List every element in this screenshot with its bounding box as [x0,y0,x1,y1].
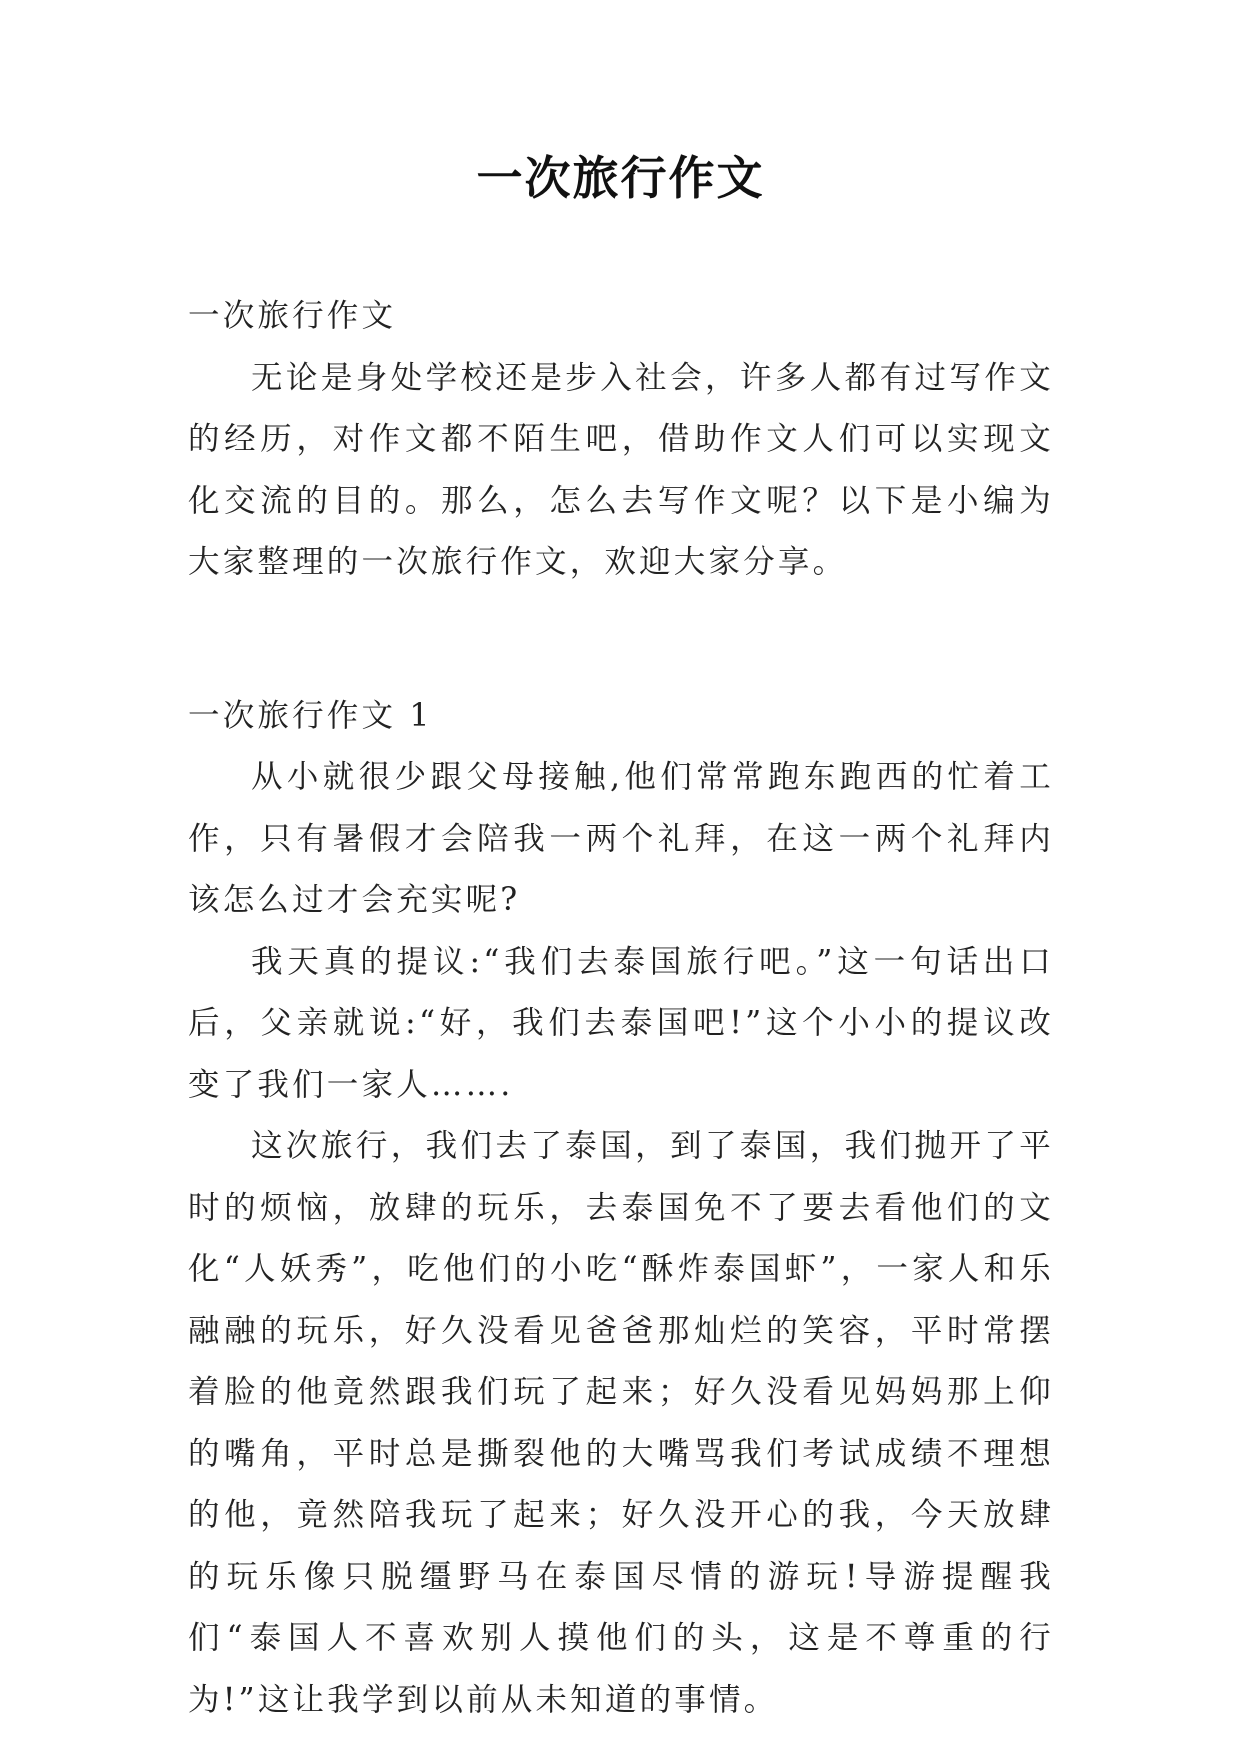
document-body [188,286,1054,1731]
document-title: 一次旅行作文 [476,151,765,205]
essay1-paragraph-3: 这次旅行，我们去了泰国，到了泰国，我们抛开了平时的烦恼，放肆的玩乐，去泰国免不了要去看他们的文化“人妖秀”，吃他们的小吃“酥炸泰国虾”，一家人和乐融融的玩乐，好久没看见爸爸那灿烂的笑容，平时常摆着脸的他竟然跟我们玩了起来；好久没看见妈妈那上仰的嘴角，平时总是撕裂他的大嘴骂我们考试成绩不理想的他，竟然陪我玩了起来；好久没开心的我，今天放肆的玩乐像只脱缰野马在泰国尽情的游玩!导游提醒我们“泰国人不喜欢别人摸他们的头，这是不尊重的行为!”这让我学到以前从未知道的事情。 [188,1128,1054,1718]
essay1-paragraph-2: 我天真的提议:“我们去泰国旅行吧。”这一句话出口后，父亲就说:“好，我们去泰国吧!”这个小小的提议改变了我们一家人……. [188,943,1054,1103]
section-spacer [188,594,1054,686]
essay1-paragraph-1: 从小就很少跟父母接触,他们常常跑东跑西的忙着工作，只有暑假才会陪我一两个礼拜，在这一两个礼拜内该怎么过才会充实呢? [188,759,1054,918]
intro-paragraph: 无论是身处学校还是步入社会，许多人都有过写作文的经历，对作文都不陌生吧，借助作文人们可以实现文化交流的目的。那么，怎么去写作文呢？以下是小编为大家整理的一次旅行作文，欢迎大家分享。 [188,359,1054,580]
essay1-heading: 一次旅行作文 1 [188,697,433,734]
intro-heading: 一次旅行作文 [188,298,397,334]
